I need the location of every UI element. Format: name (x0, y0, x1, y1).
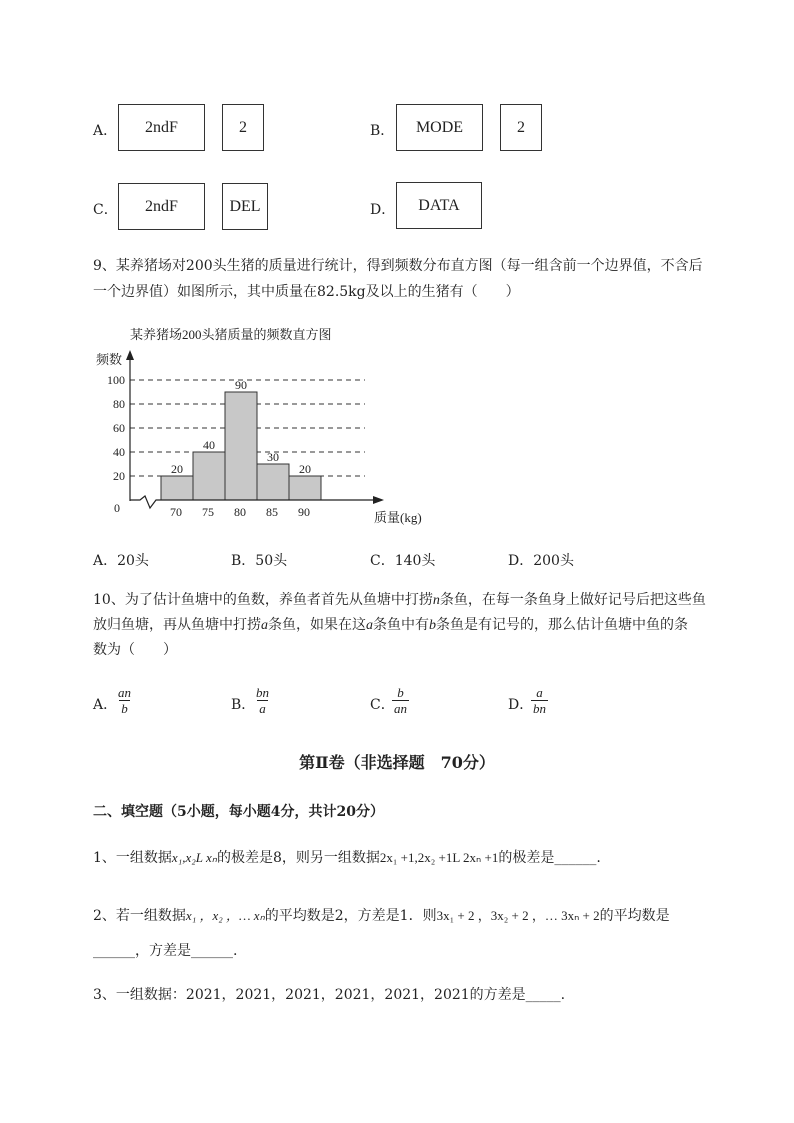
bar-value-label: 90 (235, 378, 247, 392)
chart-title: 某养猪场200头猪质量的频数直方图 (130, 327, 332, 342)
denominator: bn (533, 701, 546, 716)
bar-value-label: 20 (171, 462, 183, 476)
fill-q1-text: 的极差是8，则另一组数据 (216, 850, 380, 866)
q10-text: 条鱼是有记号的，那么估计鱼塘中鱼的条 (436, 617, 688, 633)
fill-q2-text: 2、若一组数据 (93, 908, 186, 924)
section-title: 第Ⅱ卷（非选择题 70分） (299, 753, 495, 772)
y-tick-label: 60 (113, 421, 125, 435)
q10-option-a-label: A． (93, 697, 118, 713)
bar-value-label: 30 (267, 450, 279, 464)
q8-option-b-label: B． (370, 123, 395, 139)
q10-line2 (93, 612, 688, 639)
key-2ndf: 2ndF (118, 104, 205, 151)
q10-option-d-label: D． (508, 697, 534, 713)
y-tick-label: 0 (114, 501, 120, 515)
fill-q2-text: 的平均数是 (599, 908, 670, 924)
y-tick-label: 20 (113, 469, 125, 483)
x-tick-label: 85 (266, 505, 278, 519)
fill-q3: 3、一组数据：2021，2021，2021，2021，2021，2021的方差是_____. (93, 987, 566, 1003)
q10-text: 条鱼，在每一条鱼身上做好记号后把这些鱼 (439, 592, 706, 608)
var-a: a (366, 618, 373, 633)
histogram-bar (161, 476, 193, 500)
fill-q1-seq: x₁,x₂L xₙ (171, 850, 217, 865)
q10-option-a-fraction (116, 685, 133, 716)
histogram-chart (90, 318, 450, 533)
x-tick-label: 70 (170, 505, 182, 519)
denominator: a (259, 701, 266, 716)
denominator: an (394, 701, 407, 716)
q9-line2: 一个边界值）如图所示，其中质量在82.5kg及以上的生猪有（ ） (93, 284, 520, 300)
q10-text: 10、为了估计鱼塘中的鱼数，养鱼者首先从鱼塘中打捞 (93, 592, 433, 608)
key-2: 2 (222, 104, 264, 151)
key-del: DEL (222, 183, 268, 230)
fill-q1-seq2: 2x₁ +1,2x₂ +1L 2xₙ +1 (379, 850, 499, 865)
fill-q2 (93, 905, 670, 927)
q10-option-c-fraction (392, 685, 409, 716)
q9-option-a: A．20头 (93, 553, 149, 569)
x-tick-label: 80 (234, 505, 246, 519)
q9-option-c: C．140头 (370, 553, 436, 569)
var-n: n (432, 593, 440, 608)
q8-option-c-label: C． (93, 202, 118, 218)
fill-q2-text: 的平均数是2，方差是1．则 (264, 908, 437, 924)
numerator: bn (256, 685, 269, 700)
chart-xlabel: 质量(kg) (374, 510, 422, 525)
numerator: b (397, 685, 404, 700)
fill-q1-text: 1、一组数据 (93, 850, 172, 866)
var-b: b (429, 618, 436, 633)
q10-option-d-fraction (531, 685, 548, 716)
key-2: 2 (500, 104, 542, 151)
x-tick-label: 75 (202, 505, 214, 519)
x-tick-label: 90 (298, 505, 310, 519)
q10-line3: 数为（ ） (93, 642, 177, 658)
numerator: an (118, 685, 131, 700)
fill-q1-text: 的极差是______. (498, 850, 601, 866)
x-axis-arrow (373, 496, 384, 504)
q10-option-b-label: B． (231, 697, 256, 713)
numerator: a (536, 685, 543, 700)
section-heading: 二、填空题（5小题，每小题4分，共计20分） (93, 804, 384, 820)
q10-text: 条鱼中有 (373, 617, 429, 633)
q8-option-a-label: A． (93, 123, 118, 139)
key-2ndf: 2ndF (118, 183, 205, 230)
histogram-bar (225, 392, 257, 500)
denominator: b (121, 701, 128, 716)
q10-option-b-fraction (254, 685, 271, 716)
bar-value-label: 40 (203, 438, 215, 452)
q9-option-b: B．50头 (231, 553, 288, 569)
y-axis-arrow (126, 350, 134, 360)
fill-q1 (93, 847, 601, 869)
key-data: DATA (396, 182, 482, 229)
fill-q2-seq: x₁ ，x₂ ，… xₙ (185, 908, 265, 923)
y-tick-label: 40 (113, 445, 125, 459)
y-tick-label: 80 (113, 397, 125, 411)
var-a: a (261, 618, 268, 633)
chart-ylabel: 频数 (96, 352, 123, 367)
y-tick-label: 100 (107, 373, 125, 387)
histogram-bar (289, 476, 321, 500)
q10-option-c-label: C． (370, 697, 395, 713)
q9-option-d: D．200头 (508, 553, 574, 569)
histogram-bar (193, 452, 225, 500)
q10-text: 条鱼，如果在这 (268, 617, 366, 633)
q8-option-d-label: D． (370, 202, 396, 218)
q10-text: 放归鱼塘，再从鱼塘中打捞 (93, 617, 261, 633)
histogram-bar (257, 464, 289, 500)
bar-value-label: 20 (299, 462, 311, 476)
fill-q2-seq2: 3x₁ + 2 ，3x₂ + 2 ，… 3xₙ + 2 (436, 908, 600, 923)
q9-line1: 9、某养猪场对200头生猪的质量进行统计，得到频数分布直方图（每一组含前一个边界值，不含后 (93, 258, 703, 274)
q10-line1 (93, 587, 706, 614)
key-mode: MODE (396, 104, 483, 151)
fill-q2-line2: ______，方差是______. (93, 943, 238, 959)
